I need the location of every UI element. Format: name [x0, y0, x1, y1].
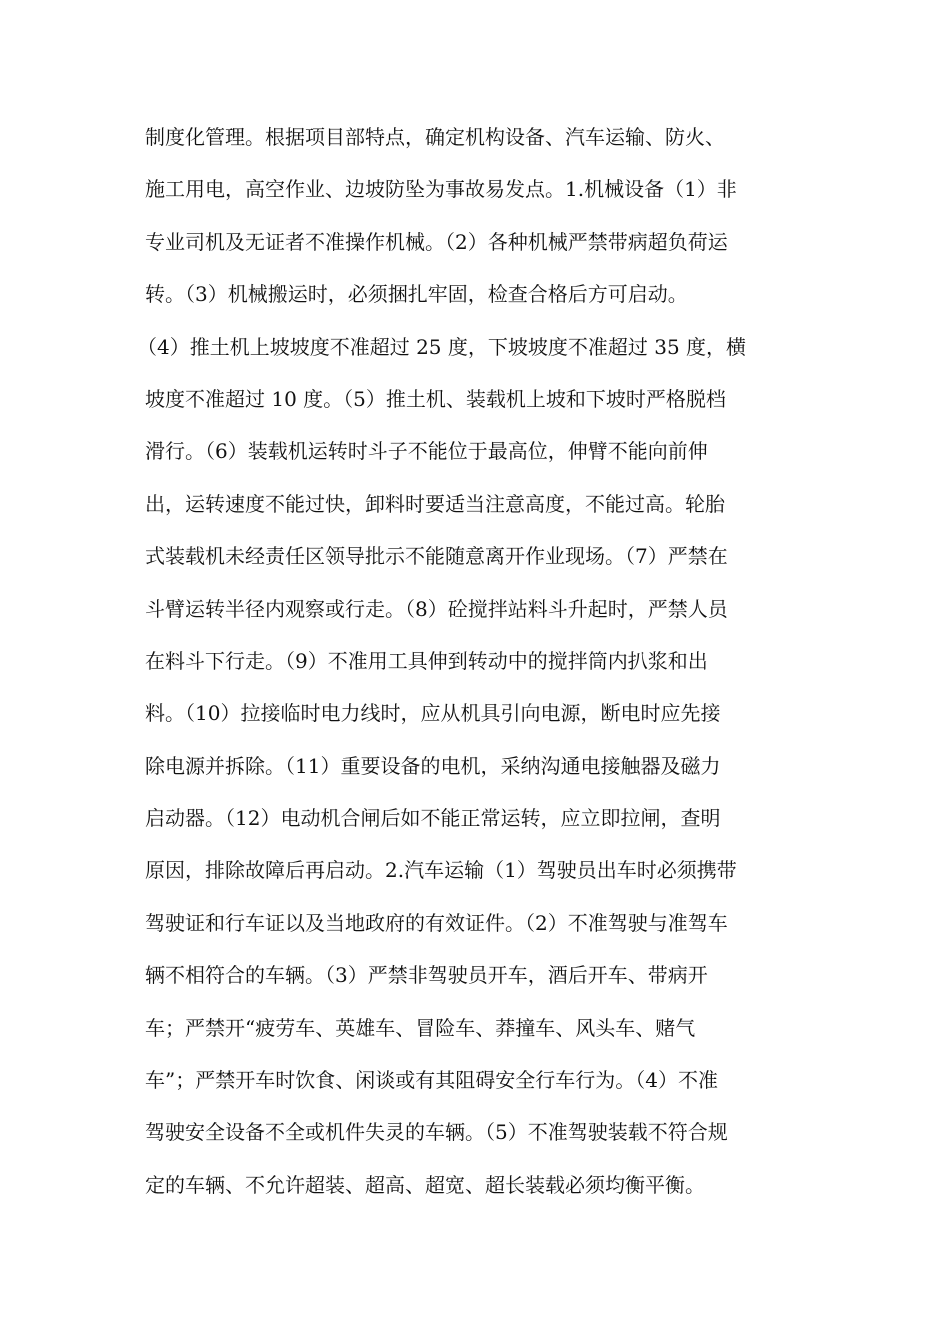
text-line-3: 专业司机及无证者不准操作机械。（2）各种机械严禁带病超负荷运	[145, 229, 728, 254]
text-line-17: 辆不相符合的车辆。（3）严禁非驾驶员开车，酒后开车、带病开	[145, 963, 708, 988]
text-line-2: 施工用电，高空作业、边坡防坠为事故易发点。1.机械设备（1）非	[145, 177, 737, 202]
text-line-8: 出，运转速度不能过快，卸料时要适当注意高度，不能过高。轮胎	[145, 491, 725, 516]
text-line-11: 在料斗下行走。（9）不准用工具伸到转动中的搅拌筒内扒浆和出	[145, 648, 708, 673]
text-line-19: 车”；严禁开车时饮食、闲谈或有其阻碍安全行车行为。（4）不准	[145, 1068, 718, 1093]
text-line-16: 驾驶证和行车证以及当地政府的有效证件。（2）不准驾驶与准驾车	[145, 910, 728, 935]
text-line-12: 料。（10）拉接临时电力线时，应从机具引向电源，断电时应先接	[145, 701, 721, 726]
text-line-13: 除电源并拆除。（11）重要设备的电机，采纳沟通电接触器及磁力	[145, 753, 721, 778]
text-line-5: （4）推土机上坡坡度不准超过 25 度，下坡坡度不准超过 35 度，横	[137, 334, 747, 359]
body-text	[137, 118, 815, 1218]
text-line-21: 定的车辆、不允许超装、超高、超宽、超长装载必须均衡平衡。	[145, 1172, 705, 1197]
text-line-10: 斗臂运转半径内观察或行走。（8）砼搅拌站料斗升起时，严禁人员	[145, 596, 728, 621]
text-line-6: 坡度不准超过 10 度。（5）推土机、装载机上坡和下坡时严格脱档	[145, 386, 726, 411]
text-line-9: 式装载机未经责任区领导批示不能随意离开作业现场。（7）严禁在	[145, 544, 728, 569]
text-line-1: 制度化管理。根据项目部特点，确定机构设备、汽车运输、防火、	[145, 125, 725, 149]
text-line-4: 转。（3）机械搬运时，必须捆扎牢固，检查合格后方可启动。	[145, 282, 688, 307]
text-line-14: 启动器。（12）电动机合闸后如不能正常运转，应立即拉闸，查明	[145, 806, 721, 831]
text-line-18: 车；严禁开“疲劳车、英雄车、冒险车、莽撞车、风头车、赌气	[145, 1015, 696, 1040]
text-line-7: 滑行。（6）装载机运转时斗子不能位于最高位，伸臂不能向前伸	[145, 439, 708, 464]
text-line-20: 驾驶安全设备不全或机件失灵的车辆。（5）不准驾驶装载不符合规	[145, 1120, 728, 1145]
text-line-15: 原因，排除故障后再启动。2.汽车运输（1）驾驶员出车时必须携带	[145, 858, 737, 883]
